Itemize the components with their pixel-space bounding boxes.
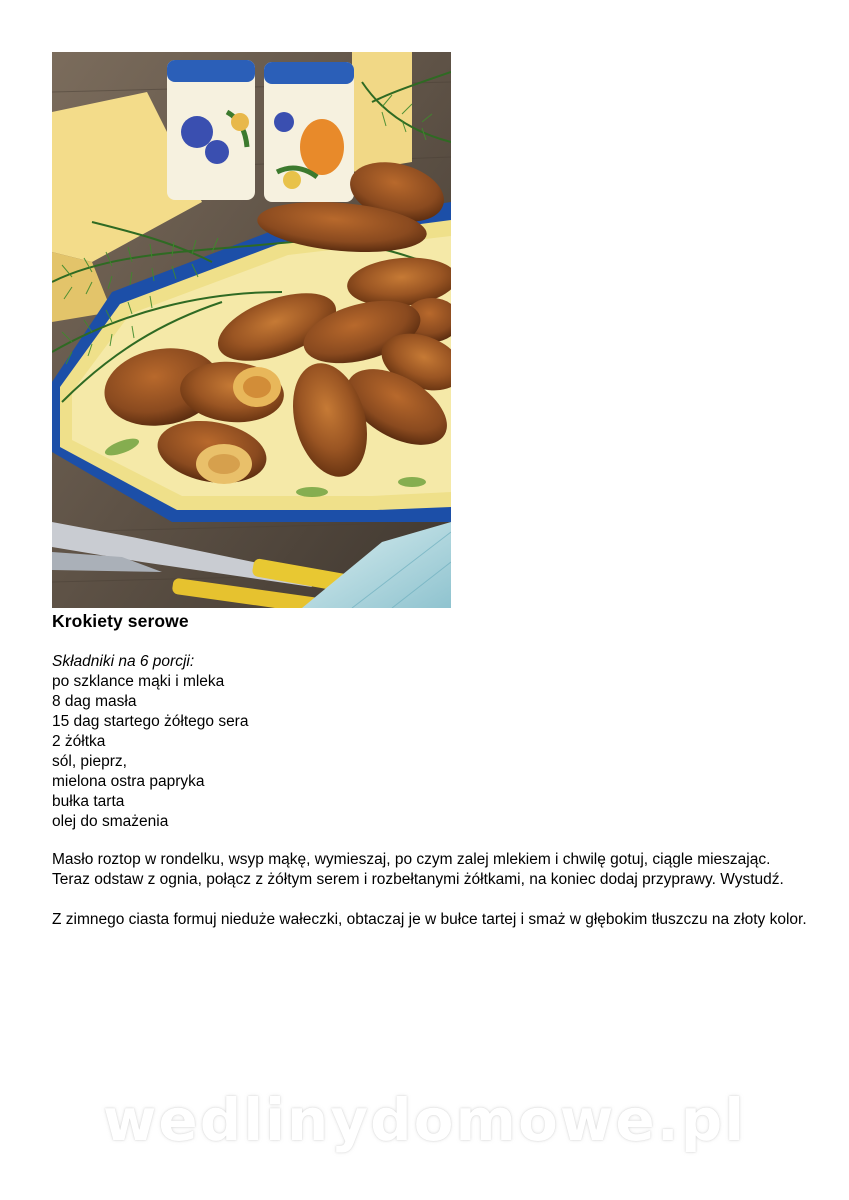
instruction-paragraph: Masło roztop w rondelku, wsyp mąkę, wymieszaj, po czym zalej mlekiem i chwilę gotuj, ciągle mieszając. Teraz odstaw z ognia, połącz z żółtym serem i rozbełtanymi żółtkami, na koniec dodaj przyprawy. Wystudź. bbox=[52, 851, 784, 888]
instruction-paragraph: Z zimnego ciasta formuj nieduże wałeczki, obtaczaj je w bułce tartej i smaż w głębokim tłuszczu na złoty kolor. bbox=[52, 911, 807, 928]
instructions bbox=[52, 850, 812, 950]
recipe-title: Krokiety serowe bbox=[52, 611, 189, 631]
ingredient-item: 15 dag startego żółtego sera bbox=[52, 713, 249, 730]
watermark: wedlinydomowe.pl bbox=[102, 1086, 747, 1154]
recipe-photo bbox=[52, 52, 451, 608]
croquettes-photo-illustration bbox=[52, 52, 451, 608]
ingredient-item: 8 dag masła bbox=[52, 693, 137, 710]
ingredient-item: sól, pieprz, bbox=[52, 753, 127, 770]
ingredients-list bbox=[52, 652, 752, 832]
ingredients-heading: Składniki na 6 porcji: bbox=[52, 653, 195, 670]
ingredient-item: bułka tarta bbox=[52, 793, 125, 810]
shaker-right bbox=[264, 62, 354, 202]
ingredient-item: po szklance mąki i mleka bbox=[52, 673, 225, 690]
ingredient-item: 2 żółtka bbox=[52, 733, 106, 750]
ingredient-item: mielona ostra papryka bbox=[52, 773, 205, 790]
ingredient-item: olej do smażenia bbox=[52, 813, 169, 830]
shaker-left bbox=[167, 60, 255, 200]
